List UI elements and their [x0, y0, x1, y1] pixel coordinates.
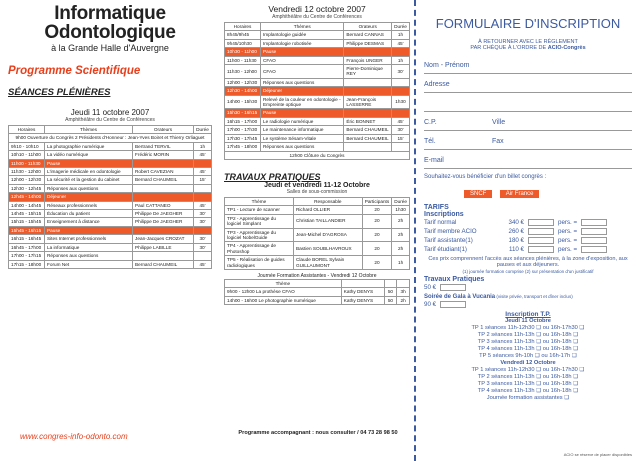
table-cell: 15h15 - 15h45	[9, 218, 45, 226]
subtitle: à la Grande Halle d'Auvergne	[51, 43, 169, 53]
table-row	[225, 288, 410, 296]
table-cell: Le maintenance informatique	[261, 126, 344, 134]
table-cell: 17h00 - 17h15	[9, 252, 45, 260]
form-fields	[424, 55, 632, 169]
table-cell: Sites Internet professionnels	[45, 235, 133, 243]
table-cell: 1h30	[392, 206, 410, 214]
table-cell: 1h	[392, 56, 410, 64]
table-cell: La vidéo numérique	[45, 151, 133, 159]
table-cell: 14h00 - 16h00 Le photographie numérique	[225, 296, 342, 304]
table-cell: 9h00 Ouverture du Congrès 2 Présidents d'Honneur : Jean-Yves Boiret et Thierry Orliaguet	[9, 134, 212, 142]
table-cell	[344, 87, 392, 95]
table-row	[225, 48, 410, 56]
friday-subheading: Amphithéâtre du Centre de Conférences	[272, 14, 362, 20]
qty-box[interactable]	[528, 219, 554, 226]
total-box[interactable]	[581, 219, 607, 226]
table-row	[225, 95, 410, 109]
column-header: Horaires	[9, 126, 45, 134]
table-cell: Pause	[261, 109, 344, 117]
table-cell: 12h00 Clôture du Congrès	[225, 151, 410, 159]
table-cell: 2h	[392, 228, 410, 242]
table-row	[225, 56, 410, 64]
table-cell: 20	[362, 214, 392, 228]
title-line1: Informatique	[54, 3, 166, 24]
table-row	[9, 142, 212, 150]
tp-session-line[interactable]: TP 2 séances 11h-13h ❑ ou 16h-18h ❑	[477, 373, 579, 380]
table-cell: La sécurité et la gestion du cabinet	[45, 176, 133, 184]
column-header: Thème	[225, 197, 294, 205]
table-cell: Pause	[45, 226, 133, 234]
table-row	[225, 206, 410, 214]
table-cell: 2h	[397, 296, 410, 304]
phone-field[interactable]: Tél. Fax	[424, 131, 632, 150]
tp-title: TRAVAUX PRATIQUES	[224, 171, 321, 182]
table-row	[9, 260, 212, 268]
table-cell: Forum Net	[45, 260, 133, 268]
table-cell: Christian TAILLANDIER	[293, 214, 362, 228]
table-cell: 30'	[392, 126, 410, 134]
table-cell	[344, 143, 392, 151]
tp-price: 50 €	[424, 283, 437, 291]
gala-title: Soirée de Gala à Vucania	[424, 293, 496, 300]
table-cell: Déjeuner	[45, 193, 133, 201]
thursday-table	[8, 125, 212, 269]
table-cell	[194, 226, 212, 234]
table-cell: Pause	[45, 159, 133, 167]
table-cell: Richard OLLIER	[293, 206, 362, 214]
table-row	[225, 214, 410, 228]
table-row	[225, 242, 410, 256]
table-cell: TP2 - Apprentissage du logiciel Simplant	[225, 214, 294, 228]
table-cell: Philippe LABILLE	[133, 243, 194, 251]
prix-note: Ces prix comprennent l'accès aux séances plénières, à la zone d'exposition, aux pauses et aux déjeuners.	[428, 256, 628, 269]
table-cell	[194, 193, 212, 201]
table-cell: 45'	[392, 117, 410, 125]
tp-session-line[interactable]: TP 5 séances 9h-10h ❑ ou 16h-17h ❑	[479, 352, 577, 359]
name-field[interactable]: Nom - Prénom	[424, 55, 632, 74]
tp-table	[224, 197, 410, 270]
total-box[interactable]	[581, 246, 607, 253]
tp-session-line[interactable]: TP 1 séances 11h-12h30 ❑ ou 16h-17h30 ❑	[471, 366, 585, 373]
tarif-row: Tarif normal 340 € pers. =	[424, 218, 632, 227]
table-cell: 17h00 - 17h30	[225, 126, 261, 134]
column-header: Orateurs	[344, 23, 392, 31]
table-cell: La informatique	[45, 243, 133, 251]
table-cell	[392, 87, 410, 95]
table-cell: 12h00 - 12h30	[9, 176, 45, 184]
total-box[interactable]	[581, 228, 607, 235]
column-header	[341, 279, 384, 287]
table-cell: 50	[384, 296, 397, 304]
tp-session-line[interactable]: TP 3 séances 11h-13h ❑ ou 16h-18h ❑	[477, 338, 579, 345]
table-row	[225, 78, 410, 86]
middle-column	[220, 0, 416, 461]
table-cell: Frédéric MORIN	[133, 151, 194, 159]
friday-heading: Vendredi 12 octobre 2007	[268, 4, 366, 14]
day1-heading: Jeudi 11 octobre 2007	[70, 108, 150, 117]
table-cell: 12h30 - 14h00	[225, 87, 261, 95]
accompanying-program: Programme accompagnant : nous consulter / 04 73 28 98 50	[238, 430, 398, 436]
table-row	[225, 109, 410, 117]
city-label: Ville	[492, 119, 506, 126]
table-cell: Jean-François LASSERRE	[344, 95, 392, 109]
tp-qty-box[interactable]	[440, 284, 466, 291]
table-row	[9, 168, 212, 176]
email-field[interactable]: E-mail	[424, 150, 632, 169]
tp-sub: Salles de sous-commission	[286, 188, 348, 195]
table-cell: 1h30	[392, 95, 410, 109]
tp-session-line[interactable]: TP 1 séances 11h-12h30 ❑ ou 16h-17h30 ❑	[471, 324, 585, 331]
tp-session-line[interactable]: TP 4 séances 11h-13h ❑ ou 16h-18h ❑	[477, 387, 579, 394]
table-cell: 20	[362, 256, 392, 270]
table-cell: Claude BOREL Sylvain GUILLAUMONT	[293, 256, 362, 270]
table-cell: CFAO	[261, 56, 344, 64]
table-cell: Pierre-Dominique REY	[344, 65, 392, 79]
table-cell	[392, 109, 410, 117]
table-cell: Bernard CHAUMEIL	[344, 126, 392, 134]
table-cell: 11h00 - 11h30	[225, 56, 261, 64]
table-cell: Philippe De JAEGHER	[133, 218, 194, 226]
table-row	[9, 226, 212, 234]
form-column	[418, 0, 640, 461]
tp-session-line[interactable]: TP 4 séances 11h-13h ❑ ou 16h-18h ❑	[477, 345, 579, 352]
total-box[interactable]	[581, 237, 607, 244]
tarif-row: Tarif membre ACIO 260 € pers. =	[424, 227, 632, 236]
table-cell: 20	[362, 228, 392, 242]
table-cell: 50	[384, 288, 397, 296]
table-cell: Jean-Jacques CROZAT	[133, 235, 194, 243]
table-row	[225, 87, 410, 95]
table-cell: TP1 - Lecture de scanner	[225, 206, 294, 214]
table-cell: 8h45/9h45	[225, 31, 261, 39]
table-cell	[194, 252, 212, 260]
table-cell: 45'	[194, 201, 212, 209]
fine-print: ACIO se réserve de placer disponibles	[563, 452, 632, 457]
jfa-table	[224, 279, 410, 305]
table-cell: Réseaux professionnels	[45, 201, 133, 209]
table-cell: 16h15 - 16h45	[9, 235, 45, 243]
table-cell	[344, 109, 392, 117]
table-cell: 20	[362, 242, 392, 256]
table-cell: TP3 - Apprentissage du logiciel NobelGuide	[225, 228, 294, 242]
table-cell: 2h	[392, 214, 410, 228]
table-row	[225, 39, 410, 47]
prix-footnote: (1) journée formation comprise (2) sur présentation d'un justificatif	[462, 268, 594, 274]
table-cell: 15h30 - 16h15	[225, 109, 261, 117]
table-row	[9, 252, 212, 260]
table-cell: 14h45 - 15h15	[9, 210, 45, 218]
qty-box[interactable]	[528, 237, 554, 244]
table-row	[9, 218, 212, 226]
table-cell: 12h30 - 12h45	[9, 184, 45, 192]
table-cell: 14h00 - 15h30	[225, 95, 261, 109]
table-cell: CFAO	[261, 65, 344, 79]
column-header: Thème	[225, 279, 342, 287]
address-field[interactable]: Adresse	[424, 74, 632, 93]
table-cell: 1h	[194, 142, 212, 150]
column-header: Responsable	[293, 197, 362, 205]
table-cell: Enseignement à distance	[45, 218, 133, 226]
table-cell: 10h10 - 11h00	[9, 151, 45, 159]
table-cell: 15h45 - 16h15	[9, 226, 45, 234]
table-cell: Réponses aux questions	[45, 252, 133, 260]
billet-question: Souhaitez-vous bénéficier d'un billet congrès :	[424, 174, 547, 180]
table-cell: L'imagerie médicale en odontologie	[45, 168, 133, 176]
table-cell	[133, 252, 194, 260]
table-row	[225, 228, 410, 242]
table-row	[225, 134, 410, 142]
table-cell	[392, 143, 410, 151]
table-cell	[133, 159, 194, 167]
title-line2: Odontologique	[44, 22, 176, 43]
table-cell: 1h	[392, 256, 410, 270]
seances-title: SÉANCES PLÉNIÈRES	[8, 87, 111, 98]
fax-label: Fax	[492, 138, 504, 145]
qty-box[interactable]	[528, 228, 554, 235]
program-title: Programme Scientifique	[8, 65, 141, 77]
table-row	[225, 256, 410, 270]
table-row	[9, 201, 212, 209]
table-cell: Jean-Michel D'AGROSA	[293, 228, 362, 242]
table-cell: François UNGER	[344, 56, 392, 64]
table-cell: 15'	[194, 176, 212, 184]
column-header: Durée	[392, 197, 410, 205]
table-cell: 10h30 - 11h00	[225, 48, 261, 56]
sncf-option[interactable]: SNCF	[464, 190, 492, 198]
table-cell: 17h45 - 18h00	[225, 143, 261, 151]
table-cell: 20	[362, 206, 392, 214]
table-cell: 11h00 - 11h30	[9, 159, 45, 167]
column-header: Participants	[362, 197, 392, 205]
table-cell: 11h30 - 12h00	[225, 65, 261, 79]
table-cell: Philippe DESMAS	[344, 39, 392, 47]
table-row	[9, 176, 212, 184]
website-link[interactable]: www.congres-info-odonto.com	[20, 432, 128, 441]
table-cell: Kathy DENYS	[341, 288, 384, 296]
table-cell: 30'	[194, 218, 212, 226]
column-header	[397, 279, 410, 287]
table-cell: 9h00 - 12h00 La prothèse CFAO	[225, 288, 342, 296]
table-row	[9, 151, 212, 159]
table-cell: 1h	[392, 31, 410, 39]
table-cell: Le radiologie numérique	[261, 117, 344, 125]
table-row	[225, 151, 410, 159]
tarif-row: Tarif étudiant(1) 110 € pers. =	[424, 245, 632, 254]
table-cell: 16h45 - 17h00	[9, 243, 45, 251]
table-row	[9, 193, 212, 201]
inscriptions-title: Inscriptions	[424, 211, 464, 218]
table-cell: Robert CAVEZIAN	[133, 168, 194, 176]
table-cell: La photographie numérique	[45, 142, 133, 150]
qty-box[interactable]	[528, 246, 554, 253]
table-cell: Paul CATTANEO	[133, 201, 194, 209]
table-cell	[392, 78, 410, 86]
tp-label: Travaux Pratiques	[424, 275, 485, 283]
table-cell: 45'	[392, 39, 410, 47]
table-row	[9, 243, 212, 251]
table-cell: 30'	[194, 210, 212, 218]
table-cell	[133, 226, 194, 234]
table-cell: TP4 - Apprentissage de Photoshop	[225, 242, 294, 256]
table-cell: TP5 - Réalisation de guides radiologiques	[225, 256, 294, 270]
table-row	[9, 184, 212, 192]
column-header: Orateurs	[133, 126, 194, 134]
left-column	[0, 0, 218, 461]
table-row	[225, 31, 410, 39]
table-cell: Implantologie robotisée	[261, 39, 344, 47]
table-cell	[194, 159, 212, 167]
table-row	[9, 159, 212, 167]
table-row	[9, 134, 212, 142]
table-cell: 14h00 - 14h45	[9, 201, 45, 209]
table-row	[225, 126, 410, 134]
table-cell: Pause	[261, 48, 344, 56]
table-row	[225, 117, 410, 125]
tp-day1: Jeudi 11 Octobre	[505, 317, 551, 324]
jfa-title: Journée Formation Assistantes - Vendredi 12 Octobre	[257, 272, 377, 279]
form-note1: À RETOURNER AVEC LE RÈGLEMENT	[478, 39, 578, 45]
table-cell	[344, 48, 392, 56]
gala-qty-box[interactable]	[440, 301, 466, 308]
table-cell: 11h30 - 12h00	[9, 168, 45, 176]
form-title: FORMULAIRE D'INSCRIPTION	[435, 16, 621, 31]
table-cell	[133, 193, 194, 201]
column-header: Durée	[194, 126, 212, 134]
table-cell: 17h30 - 17h45	[225, 134, 261, 142]
table-cell: Implantologie guidée	[261, 31, 344, 39]
table-cell: 9h45/10h30	[225, 39, 261, 47]
column-header	[384, 279, 397, 287]
table-cell: 45'	[194, 151, 212, 159]
table-cell: Éric BONNET	[344, 117, 392, 125]
airfrance-option[interactable]: Air France	[500, 190, 540, 198]
table-row	[225, 296, 410, 304]
column-header: Thèmes	[45, 126, 133, 134]
column-header: Thèmes	[261, 23, 344, 31]
table-cell: Éducation du patient	[45, 210, 133, 218]
table-cell: 12h45 - 14h00	[9, 193, 45, 201]
table-row	[225, 65, 410, 79]
tarifs-title: TARIFS	[424, 204, 449, 211]
table-cell: Relevé de la couleur en odontologie - Empreinte optique	[261, 95, 344, 109]
tarif-row: Tarif assistante(1) 180 € pers. =	[424, 236, 632, 245]
table-row	[9, 235, 212, 243]
day1-subheading: Amphithéâtre du Centre de Conférences	[65, 117, 155, 123]
tarif-list	[424, 218, 632, 254]
gala-price: 90 €	[424, 300, 437, 308]
postcode-field[interactable]: C.P. Ville	[424, 112, 632, 131]
form-note2a: PAR CHÈQUE À L'ORDRE DE	[470, 45, 548, 51]
table-cell	[344, 78, 392, 86]
table-cell: Bernard CHAUMEIL	[344, 134, 392, 142]
table-cell	[194, 184, 212, 192]
table-cell: 17h15 - 18h00	[9, 260, 45, 268]
table-cell: 30'	[194, 243, 212, 251]
table-row	[225, 143, 410, 151]
table-cell: 45'	[194, 168, 212, 176]
column-header: Horaires	[225, 23, 261, 31]
form-note2b: ACIO-Congrès	[547, 45, 586, 51]
table-cell: Philippe De JAEGHER	[133, 210, 194, 218]
table-cell: Réponses aux questions	[261, 143, 344, 151]
tp-session-line[interactable]: TP 2 séances 11h-13h ❑ ou 16h-18h ❑	[477, 331, 579, 338]
table-cell	[133, 184, 194, 192]
table-cell: Bernard CHAUMEIL	[133, 260, 194, 268]
table-cell: 3h	[397, 288, 410, 296]
tp-session-line[interactable]: TP 3 séances 11h-13h ❑ ou 16h-18h ❑	[477, 380, 579, 387]
table-cell: Bernard CANNAS	[344, 31, 392, 39]
address-field-2[interactable]	[424, 93, 632, 112]
insc-tp-title: Inscription T.P.	[505, 310, 551, 318]
table-cell: Réponses aux questions	[45, 184, 133, 192]
table-cell: Déjeuner	[261, 87, 344, 95]
table-cell: 15'	[392, 134, 410, 142]
table-cell: Bastien SOUBLHAVROUX	[293, 242, 362, 256]
table-cell: Bertrand TERVIL	[133, 142, 194, 150]
table-row	[9, 210, 212, 218]
table-cell: 30'	[392, 65, 410, 79]
table-cell: 45'	[194, 260, 212, 268]
tp-day: Jeudi et vendredi 11-12 Octobre	[264, 181, 370, 189]
table-cell: 2h	[392, 242, 410, 256]
table-cell: 16h15 - 17h00	[225, 117, 261, 125]
table-cell: Réponses aux questions	[261, 78, 344, 86]
table-cell: 30'	[194, 235, 212, 243]
column-header: Durée	[392, 23, 410, 31]
table-cell: Bernard CHAUMEIL	[133, 176, 194, 184]
table-cell: 12h00 - 12h30	[225, 78, 261, 86]
table-cell: Le système Sésam-Vitale	[261, 134, 344, 142]
tp-day2: Vendredi 12 Octobre	[500, 359, 556, 366]
gala-note: (visite privée, transport et dîner inclus)	[495, 293, 573, 299]
table-cell	[392, 48, 410, 56]
friday-table	[224, 22, 410, 160]
table-cell: Kathy DENYS	[341, 296, 384, 304]
table-cell: 9h10 - 10h10	[9, 142, 45, 150]
tp-session-line[interactable]: Journée formation assistantes ❑	[486, 394, 570, 401]
